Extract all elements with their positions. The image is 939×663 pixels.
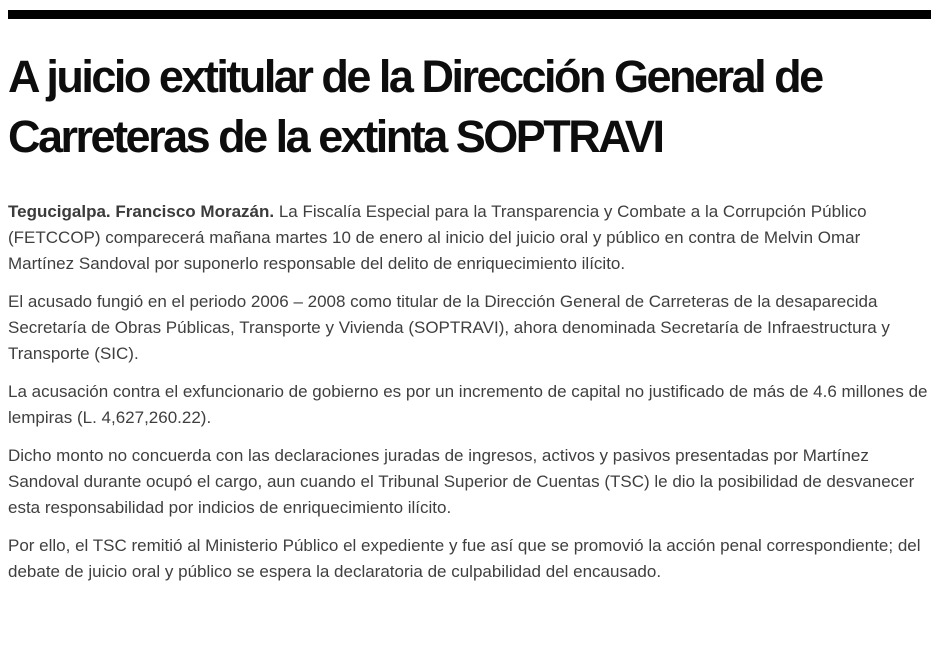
article-dateline: Tegucigalpa. Francisco Morazán. xyxy=(8,202,275,221)
article-page xyxy=(0,10,939,663)
article-lead-text: La Fiscalía Especial para la Transparencia y Combate a la Corrupción Público (FETCCOP) comparecerá mañana martes 10 de enero al inicio del juicio oral y público en contra de Melvin Omar Martínez Sandoval por suponerlo responsable del delito de enriquecimiento ilícito. xyxy=(8,202,867,273)
header-divider-bar xyxy=(8,10,931,19)
article-title-line-1: A juicio extitular de la Dirección General de xyxy=(8,51,822,102)
article-lead-paragraph xyxy=(8,199,931,277)
article-title xyxy=(8,47,931,167)
article-paragraph-4: Dicho monto no concuerda con las declaraciones juradas de ingresos, activos y pasivos presentadas por Martínez Sandoval durante ocupó el cargo, aun cuando el Tribunal Superior de Cuentas (TSC) le dio la posibilidad de desvanecer esta responsabilidad por indicios de enriquecimiento ilícito. xyxy=(8,446,915,517)
article-body xyxy=(8,199,931,585)
article-paragraph-3: La acusación contra el exfuncionario de gobierno es por un incremento de capital no justificado de más de 4.6 millones de lempiras (L. 4,627,260.22). xyxy=(8,382,928,427)
article-paragraph-5: Por ello, el TSC remitió al Ministerio Público el expediente y fue así que se promovió la acción penal correspondiente; del debate de juicio oral y público se espera la declaratoria de culpabilidad del encausado. xyxy=(8,536,921,581)
article-paragraph-2: El acusado fungió en el periodo 2006 – 2008 como titular de la Dirección General de Carreteras de la desaparecida Secretaría de Obras Públicas, Transporte y Vivienda (SOPTRAVI), ahora denominada Secretaría de Infraestructura y Transporte (SIC). xyxy=(8,292,890,363)
article-title-line-2: Carreteras de la extinta SOPTRAVI xyxy=(8,111,663,162)
